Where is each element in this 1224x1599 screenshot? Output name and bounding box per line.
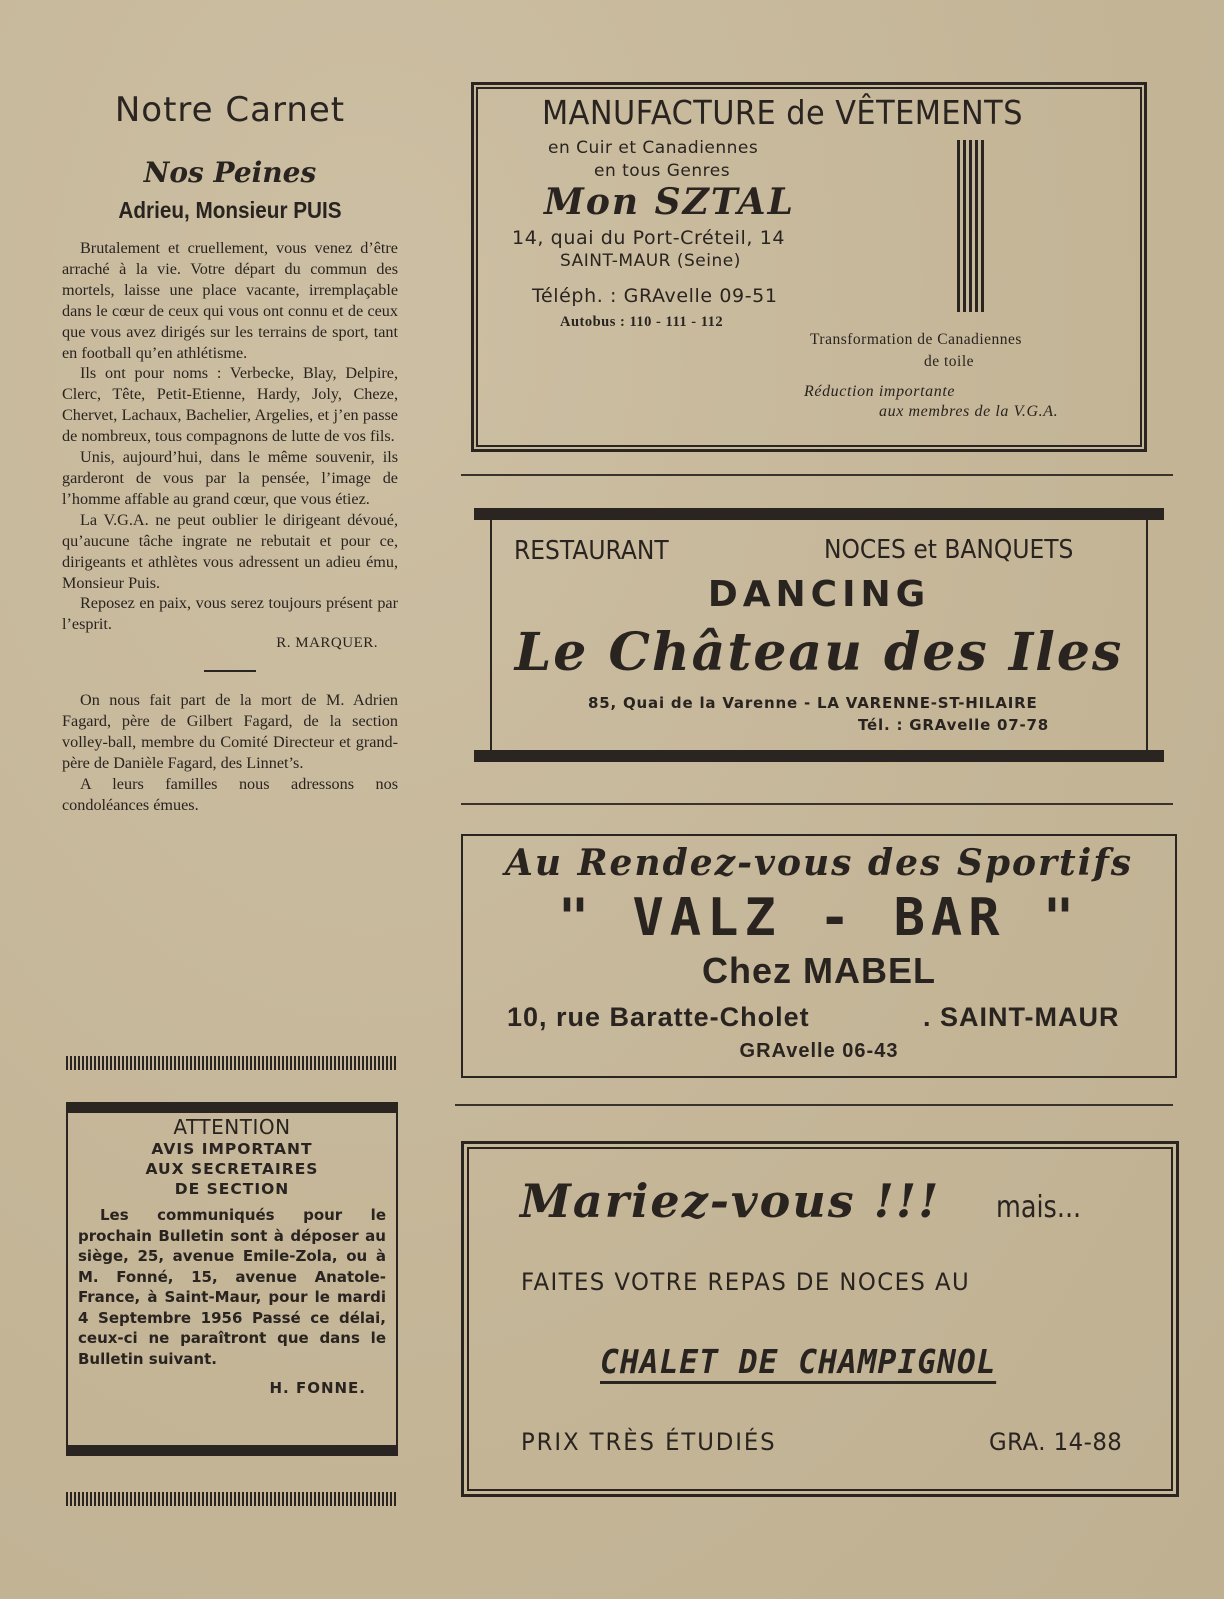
attention-box — [66, 1102, 398, 1458]
decorative-bars-icon — [957, 140, 985, 312]
bus-lines: Autobus : 110 - 111 - 112 — [560, 314, 724, 330]
phone: Téléph. : GRAvelle 09-51 — [532, 285, 778, 307]
box-bar-bottom — [474, 750, 1164, 762]
owner-name: Chez MABEL — [702, 950, 936, 991]
phone: GRA. 14-88 — [989, 1428, 1123, 1456]
signature: R. MARQUER. — [276, 635, 378, 652]
separator — [455, 1104, 1173, 1106]
separator — [461, 803, 1173, 805]
ad-line: Réduction importante — [804, 383, 956, 400]
obituary-text — [62, 238, 398, 635]
ad-line: en Cuir et Canadiennes — [548, 138, 759, 158]
ad-valz-bar — [461, 834, 1177, 1078]
price-note: PRIX TRÈS ÉTUDIÉS — [521, 1428, 777, 1456]
paragraph: A leurs familles nous adressons nos condoléances émues. — [62, 774, 398, 814]
paragraph: Unis, aujourd’hui, dans le même souvenir, ils garderont de vous par la pensée, l’image de l’homme affable au grand cœur, que vous étiez. — [62, 448, 398, 508]
box-bar-top — [474, 508, 1164, 520]
adieu-heading: Adrieu, Monsieur PUIS — [118, 197, 342, 223]
divider — [204, 670, 256, 672]
attention-sub: AVIS IMPORTANT — [151, 1140, 313, 1158]
attention-body: Les communiqués pour le prochain Bulletin sont à déposer au siège, 25, avenue Emile-Zola, ou à M. Fonné, 15, avenue Anatole-France, à Saint-Maur, pour le mardi 4 Septembre 1956 Passé ce délai, ceux-ci ne paraîtront que dans le Bulletin suivant. — [78, 1206, 386, 1368]
paragraph: Ils ont pour noms : Verbecke, Blay, Delpire, Clerc, Tête, Petit-Etienne, Hardy, Joly, Cheze, Chervet, Lachaux, Bachelier, Argelies, et j’en passe de nombreux, tous compagnons de lutte de vos fils. — [62, 364, 398, 446]
paragraph: Brutalement et cruellement, vous venez d’être arraché à la vie. Votre départ du commun des mortels, laisse une place vacante, irremplaçable dans le cœur de ceux qui vous ont connu et de ceux que vous avez dirigés sur les terrains de sport, tant en football qu’en athlétisme. — [62, 239, 398, 362]
business-name: CHALET DE CHAMPIGNOL — [600, 1342, 996, 1384]
ad-line: FAITES VOTRE REPAS DE NOCES AU — [521, 1268, 971, 1296]
attention-sub: DE SECTION — [174, 1180, 290, 1198]
carnet-column — [62, 80, 398, 816]
address: 85, Quai de la Varenne - LA VARENNE-ST-HILAIRE — [588, 694, 1038, 712]
ad-header-right: NOCES et BANQUETS — [824, 535, 1074, 565]
city: SAINT-MAUR (Seine) — [560, 251, 741, 271]
carnet-title: Notre Carnet — [114, 90, 346, 130]
ad-manufacture — [471, 82, 1147, 452]
ad-header-left: RESTAURANT — [514, 536, 669, 566]
separator — [461, 474, 1173, 476]
ad-headline: Mariez-vous !!! — [520, 1174, 941, 1228]
city: . SAINT-MAUR — [923, 1002, 1120, 1032]
hatch-divider — [66, 1492, 396, 1506]
ad-title: MANUFACTURE de VÊTEMENTS — [542, 93, 1023, 132]
box-bar-bottom — [66, 1445, 398, 1456]
paragraph: On nous fait part de la mort de M. Adrien Fagard, père de Gilbert Fagard, de la section volley-ball, membre du Comité Directeur et grand-père de Danièle Fagard, des Linnet’s. — [62, 691, 398, 772]
attention-heading: ATTENTION — [173, 1115, 291, 1139]
fagard-notice — [62, 690, 398, 815]
address: 14, quai du Port-Créteil, 14 — [512, 227, 786, 249]
business-name: Mon SZTAL — [544, 181, 795, 223]
ad-line: Transformation de Canadiennes — [810, 331, 1022, 348]
business-name: " VALZ - BAR " — [557, 888, 1081, 948]
ad-line: aux membres de la V.G.A. — [879, 403, 1059, 420]
dancing-label: DANCING — [707, 574, 931, 615]
ad-line: en tous Genres — [594, 161, 731, 181]
ad-line: de toile — [924, 353, 975, 370]
hatch-divider — [66, 1056, 396, 1070]
ad-chateau — [474, 508, 1164, 762]
phone: Tél. : GRAvelle 07-78 — [858, 716, 1050, 734]
paragraph: La V.G.A. ne peut oublier le dirigeant dévoué, qu’aucune tâche ingrate ne rebutait et pour ce, dirigeants et athlètes vous adressent un adieu ému, Monsieur Puis. — [62, 510, 398, 592]
ad-headline-tail: mais... — [996, 1190, 1082, 1225]
ad-tagline: Au Rendez-vous des Sportifs — [504, 842, 1134, 884]
attention-signature: H. FONNE. — [269, 1379, 366, 1397]
address: 10, rue Baratte-Cholet — [507, 1002, 810, 1032]
box-bar-top — [66, 1102, 398, 1113]
nos-peines-heading: Nos Peines — [143, 156, 317, 189]
paragraph: Reposez en paix, vous serez toujours présent par l’esprit. — [62, 594, 398, 634]
business-name: Le Château des Iles — [514, 622, 1124, 683]
attention-sub: AUX SECRETAIRES — [145, 1160, 319, 1178]
phone: GRAvelle 06-43 — [739, 1040, 899, 1062]
ad-chalet — [461, 1141, 1179, 1497]
